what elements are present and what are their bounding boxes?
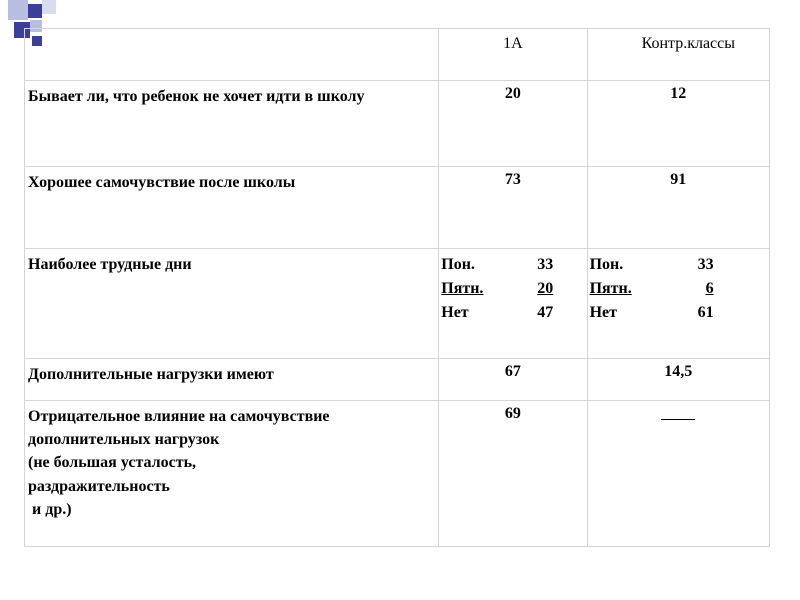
value-control: 12 [587,81,769,167]
value-control [587,401,769,547]
row-label: Дополнительные нагрузки имеют [25,359,439,401]
day-entry [441,253,553,277]
day-value: 33 [697,256,714,273]
table-row [25,249,770,359]
row-label: Хорошее самочувствие после школы [25,167,439,249]
value-control: 91 [587,167,769,249]
difficult-days-1a [439,249,587,359]
day-entry [590,277,714,301]
day-name: Пон. [441,256,475,273]
decor-square [42,0,56,14]
decor-square [8,0,28,20]
day-name: Нет [441,304,469,321]
row-label: Бывает ли, что ребенок не хочет идти в школу [25,81,439,167]
table-row [25,81,770,167]
difficult-days-control [587,249,769,359]
header-blank-cell [25,29,439,81]
day-name: Пон. [589,256,624,273]
day-entry [441,301,553,325]
day-name: Пятн. [589,280,632,297]
value-1a: 20 [439,81,587,167]
row-label-multiline [25,401,439,547]
header-1a: 1А [439,29,587,81]
value-1a: 69 [439,401,587,547]
day-value: 20 [537,280,554,297]
row-label-line: (не большая усталость, [28,454,197,472]
dash-placeholder [661,405,695,420]
day-value: 6 [705,280,714,297]
value-1a: 73 [439,167,587,249]
table-row [25,167,770,249]
decor-square [28,4,42,18]
day-value: 61 [697,304,714,321]
day-entry [441,277,553,301]
day-value: 47 [537,304,554,321]
value-control: 14,5 [587,359,769,401]
day-value: 33 [537,256,554,273]
table-row [25,401,770,547]
row-label-line: раздражительность [28,477,170,495]
table-header-row [25,29,770,81]
header-control-classes: Контр.классы [587,29,769,81]
row-label: Наиболее трудные дни [25,249,439,359]
day-entry [590,301,714,325]
day-entry [590,253,714,277]
row-label-line: Отрицательное влияние на самочувствие [28,408,330,425]
table-row [25,359,770,401]
row-label-line: дополнительных нагрузок [28,431,220,449]
day-name: Нет [589,304,617,321]
value-1a: 67 [439,359,587,401]
survey-table [24,28,770,547]
row-label-line: и др.) [28,500,72,518]
day-name: Пятн. [441,280,484,297]
